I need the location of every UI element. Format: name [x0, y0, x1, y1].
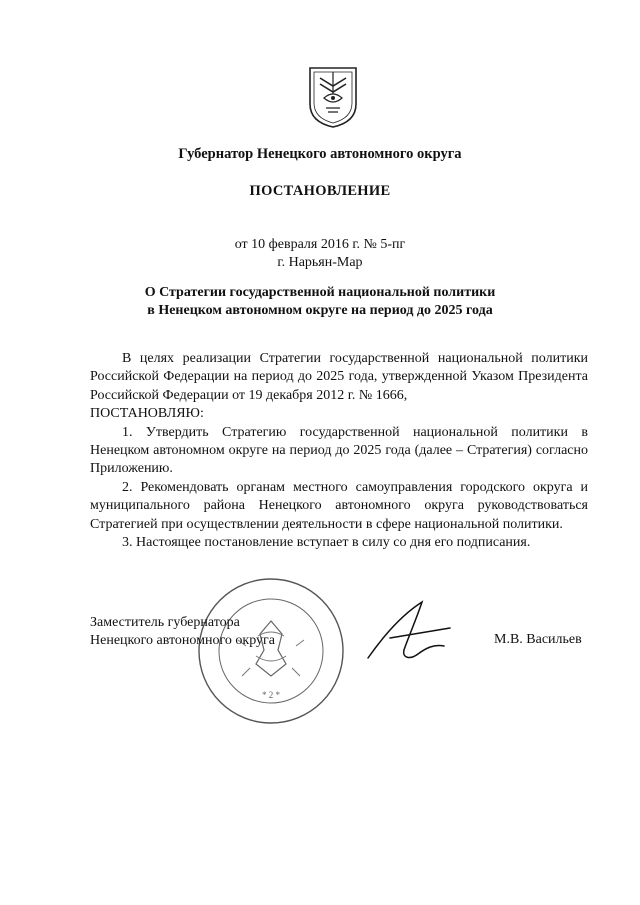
signatory-position [90, 614, 275, 651]
signatory-position-line-2: Ненецкого автономного округа [90, 633, 275, 649]
issuer-heading: Губернатор Ненецкого автономного округа [178, 146, 462, 162]
document-body [90, 350, 588, 552]
item-1-paragraph: 1. Утвердить Стратегию государственной национальной политики в Ненецком автономном округе на период до 2025 года (далее – Стратегия) согласно Приложению. [90, 424, 588, 477]
item-3-paragraph: 3. Настоящее постановление вступает в силу со дня его подписания. [122, 535, 531, 551]
svg-text:* 2 *: * 2 * [262, 690, 280, 700]
signatory-position-line-1: Заместитель губернатора [90, 615, 240, 630]
document-type-heading: ПОСТАНОВЛЕНИЕ [249, 183, 391, 199]
signatory-name: М.В. Васильев [494, 632, 582, 647]
handwritten-signature [360, 598, 460, 668]
document-date-number: от 10 февраля 2016 г. № 5-пг [234, 237, 406, 252]
document-city: г. Нарьян-Мар [277, 255, 363, 270]
item-2-paragraph: 2. Рекомендовать органам местного самоуправления городского округа и муниципального района Ненецкого автономного округа руководствоваться Стратегией при осуществлении деятельности в сфере национальной политики. [90, 479, 588, 532]
decree-word: ПОСТАНОВЛЯЮ: [90, 406, 204, 422]
document-title-line-1: О Стратегии государственной национальной политики [144, 285, 496, 300]
coat-of-arms-icon [306, 64, 360, 130]
official-seal-stamp [196, 576, 346, 726]
document-title-line-2: в Ненецком автономном округе на период до 2025 года [147, 303, 493, 318]
intro-paragraph: В целях реализации Стратегии государственной национальной политики Российской Федерации на период до 2025 года, утвержденной Указом Президента Российской Федерации от 19 декабря 2012 г. № 1666, [90, 351, 588, 403]
